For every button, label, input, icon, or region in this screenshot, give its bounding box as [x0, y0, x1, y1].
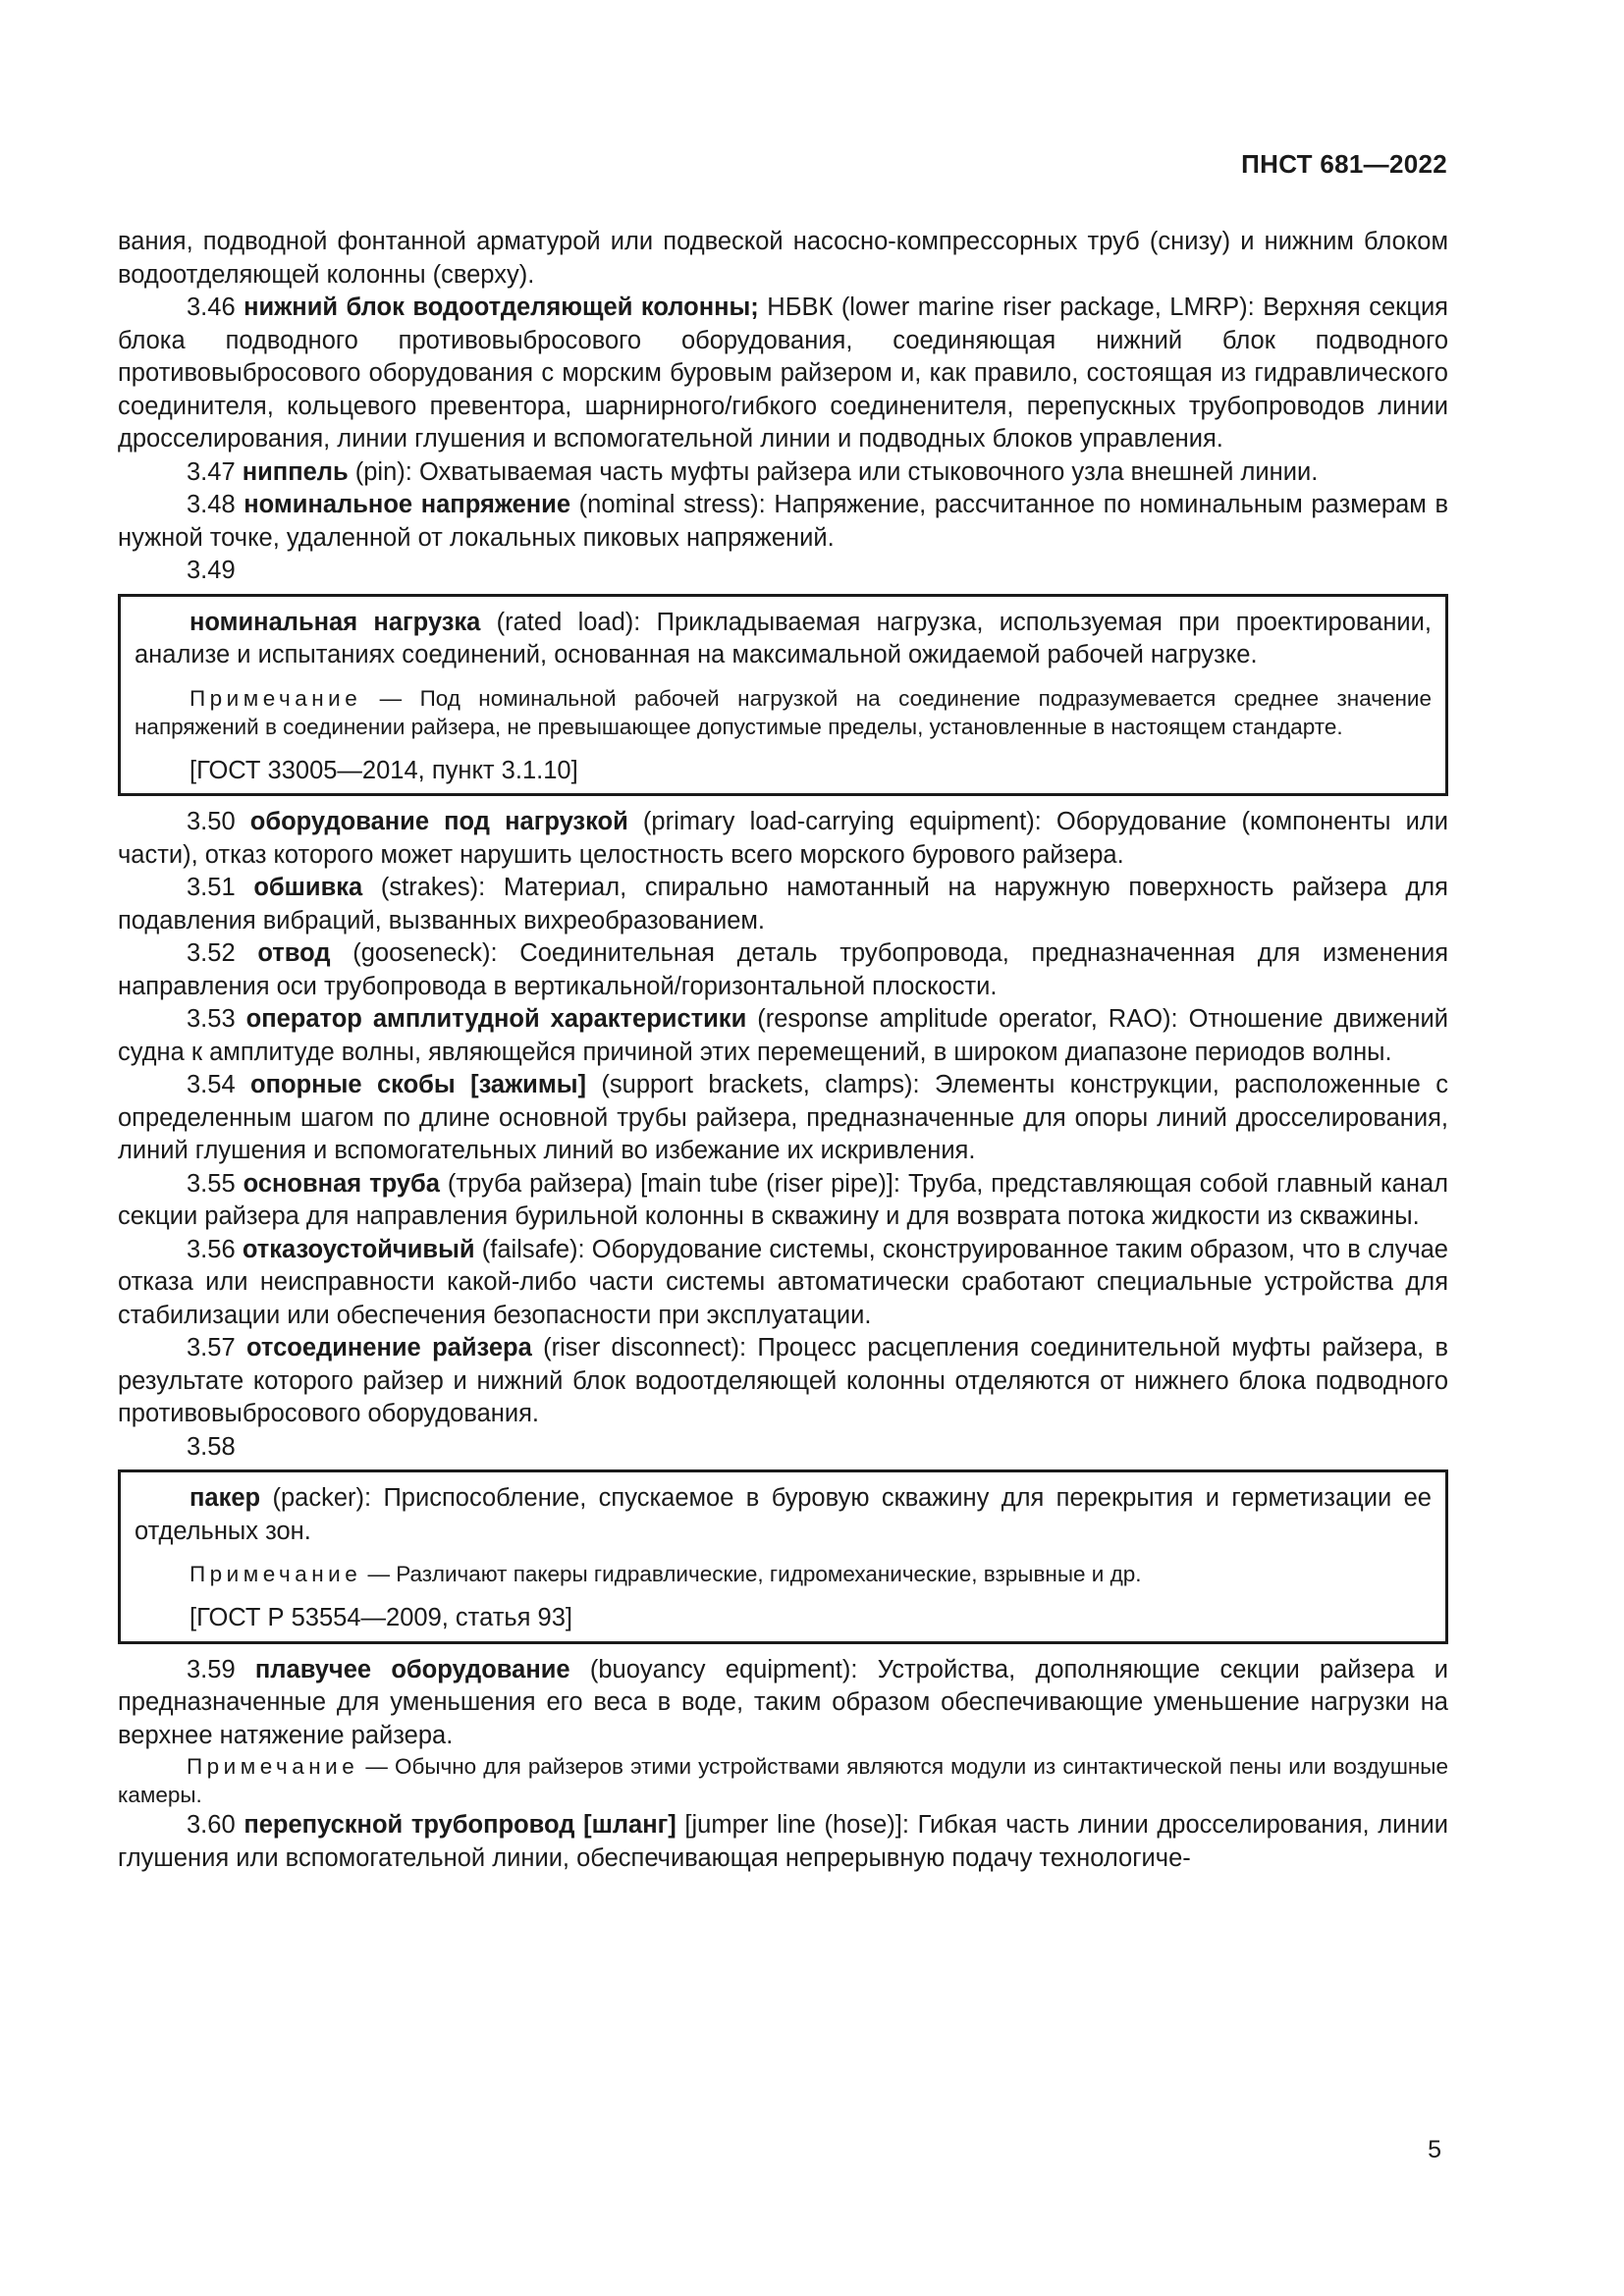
- boxed-definition-3-49: [118, 594, 1448, 797]
- term-name: опорные скобы [зажимы]: [250, 1071, 586, 1098]
- note-label: Примечание: [189, 685, 362, 711]
- term-name: нижний блок водоотделяющей колонны;: [244, 294, 759, 321]
- term-item-3-53: 3.53 оператор амплитудной характеристики (response amplitude operator, RAO): Отношение движений судна к амплитуде волны, являющейся причиной этих перемещений, в широком диапазоне периодов волны.: [118, 1005, 1448, 1066]
- term-item-3-57: 3.57 отсоединение райзера (riser disconnect): Процесс расцепления соединительной муфты райзера, в результате которого райзер и нижний блок водоотделяющей колонны отделяются от нижнего блока подводного противовыбросового оборудования.: [118, 1334, 1449, 1427]
- term-name: перепускной трубопровод [шланг]: [244, 1811, 677, 1839]
- term-item-3-55: 3.55 основная труба (труба райзера) [main tube (riser pipe)]: Труба, представляющая собой главный канал секции райзера для направления бурильной колонны в скважину и для возврата потока жидкости из скважины.: [118, 1169, 1448, 1230]
- document-body: [118, 226, 1448, 1875]
- boxed-definition-3-58: [118, 1469, 1448, 1644]
- term-item-3-49-number: 3.49: [187, 557, 236, 584]
- term-item-3-59: 3.59 плавучее оборудование (buoyancy equipment): Устройства, дополняющие секции райзера и предназначенные для уменьшения его веса в воде, таким образом обеспечивающие уменьшение нагрузки на верхнее натяжение райзера.: [118, 1655, 1449, 1749]
- term-name: ниппель: [242, 457, 349, 486]
- term-item-3-47: 3.47 ниппель (pin): Охватываемая часть муфты райзера или стыковочного узла внешней линии.: [187, 457, 1319, 486]
- term-name: оборудование под нагрузкой: [249, 808, 628, 835]
- term-item-3-48: 3.48 номинальное напряжение (nominal stress): Напряжение, рассчитанное по номинальным размерам в нужной точке, удаленной от локальных пиковых напряжений.: [118, 491, 1448, 552]
- page-number: 5: [1428, 2136, 1441, 2163]
- term-item-3-52: 3.52 отвод (gooseneck): Соединительная деталь трубопровода, предназначенная для изменения направления оси трубопровода в вертикальной/горизонтальной плоскости.: [118, 939, 1449, 1000]
- boxed-definition-text: пакер (packer): Приспособление, спускаемое в буровую скважину для перекрытия и герметизации ее отдельных зон.: [135, 1484, 1432, 1545]
- term-name: отказоустойчивый: [242, 1235, 475, 1263]
- note-3-59: Примечание — Обычно для райзеров этими устройствами являются модули из синтактической пены или воздушные камеры.: [118, 1754, 1448, 1807]
- term-item-3-46: 3.46 нижний блок водоотделяющей колонны; НБВК (lower marine riser package, LMRP): Верхняя секция блока подводного противовыбросового оборудования, соединяющая нижний блок подводного противовыбросового оборудования с морским буровым райзером и, как правило, состоящая из гидравлического соединителя, кольцевого превентора, шарнирного/гибкого соединенителя, перепускных трубопроводов линии дросселирования, линии глушения и вспомогательной линии и подводных блоков управления.: [118, 294, 1448, 453]
- term-name: пакер: [189, 1484, 261, 1512]
- term-item-3-50: 3.50 оборудование под нагрузкой (primary load-carrying equipment): Оборудование (компоненты или части), отказ которого может нарушить целостность всего морского бурового райзера.: [118, 808, 1448, 869]
- term-item-3-56: 3.56 отказоустойчивый (failsafe): Оборудование системы, сконструированное таким образом, что в случае отказа или неисправности какой-либо части системы автоматически сработают специальные устройства для стабилизации или обеспечения безопасности при эксплуатации.: [118, 1235, 1448, 1329]
- term-name: оператор амплитудной характеристики: [245, 1005, 747, 1033]
- term-item-3-54: 3.54 опорные скобы [зажимы] (support brackets, clamps): Элементы конструкции, расположенные с определенным шагом по длине основной трубы райзера, предназначенные для опоры линий дросселирования, линий глушения и вспомогательных линий во избежание их искривления.: [118, 1071, 1448, 1164]
- term-name: номинальное напряжение: [244, 491, 571, 518]
- boxed-note: Примечание — Различают пакеры гидравлические, гидромеханические, взрывные и др.: [189, 1562, 1142, 1586]
- boxed-source-reference: [ГОСТ Р 53554—2009, статья 93]: [189, 1604, 572, 1631]
- term-item-3-51: 3.51 обшивка (strakes): Материал, спирально намотанный на наружную поверхность райзера для подавления вибраций, вызванных вихреобразованием.: [118, 874, 1448, 934]
- term-name: плавучее оборудование: [254, 1655, 570, 1683]
- note-label: Примечание: [187, 1754, 359, 1779]
- boxed-source-reference: [ГОСТ 33005—2014, пункт 3.1.10]: [189, 756, 578, 784]
- continuation-paragraph: вания, подводной фонтанной арматурой или подвеской насосно-компрессорных труб (снизу) и нижним блоком водоотделяющей колонны (сверху).: [118, 228, 1448, 289]
- term-item-3-58-number: 3.58: [187, 1432, 236, 1461]
- boxed-note: Примечание — Под номинальной рабочей нагрузкой на соединение подразумевается среднее значение напряжений в соединении райзера, не превышающее допустимые пределы, установленные в настоящем стандарте.: [135, 685, 1432, 739]
- term-item-3-60: 3.60 перепускной трубопровод [шланг] [jumper line (hose)]: Гибкая часть линии дросселирования, линии глушения или вспомогательной линии, обеспечивающая непрерывную подачу технологиче-: [118, 1811, 1448, 1872]
- term-name: отвод: [257, 939, 331, 967]
- term-name: обшивка: [253, 874, 363, 901]
- term-name: отсоединение райзера: [245, 1334, 532, 1362]
- term-name: номинальная нагрузка: [189, 608, 481, 636]
- term-name: основная труба: [243, 1169, 440, 1198]
- document-header-code: ПНСТ 681—2022: [1241, 149, 1447, 179]
- note-label: Примечание: [189, 1562, 362, 1586]
- boxed-definition-text: номинальная нагрузка (rated load): Прикладываемая нагрузка, используемая при проектировании, анализе и испытаниях соединений, основанная на максимальной ожидаемой рабочей нагрузке.: [135, 608, 1432, 668]
